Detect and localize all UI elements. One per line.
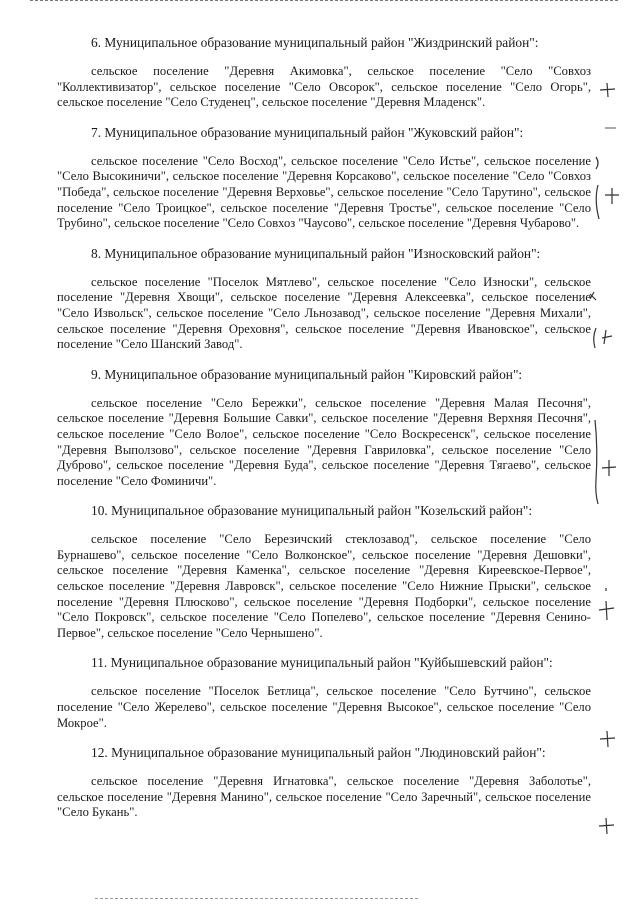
section-text: сельское поселение "Село Березичский стеклозавод", сельское поселение "Село Бурнашево", сельское поселение "Село Волконское", сельское поселение "Деревня Дешовки", сельское поселение "Деревня Каменка", сельское поселение "Деревня Киреевское-Первое", сельское поселение "Деревня Лавровск", сельское поселение "Село Нижние Прыски", сельское поселение "Деревня Плюсково", сельское поселение "Деревня Подборки", сельское поселение "Село Покровск", сельское поселение "Село Попелево", сельское поселение "Деревня Сенино-Первое", сельское поселение "Село Чернышено". [57,532,591,640]
document-body [57,34,591,834]
section-iznoskovsky [57,245,591,353]
bottom-scan-artifact [95,896,418,899]
section-heading: 10. Муниципальное образование муниципальный район "Козельский район": [91,503,533,519]
section-zhizdrinsky [57,34,591,111]
section-text: сельское поселение "Село Бережки", сельское поселение "Деревня Малая Песочня", сельское поселение "Деревня Большие Савки", сельское поселение "Деревня Верхняя Песочня", сельское поселение "Село Волое", сельское поселение "Село Воскресенск", сельское поселение "Деревня Выползово", сельское поселение "Деревня Гавриловка", сельское поселение "Село Дуброво", сельское поселение "Деревня Буда", сельское поселение "Деревня Тягаево", сельское поселение "Село Фоминичи". [57,395,591,488]
handwritten-margin-mark [590,155,622,227]
handwritten-margin-mark [598,80,618,100]
handwritten-margin-mark [590,418,618,508]
section-kirovsky [57,366,591,490]
section-kuybyshevsky [57,654,591,731]
section-heading: 11. Муниципальное образование муниципальный район "Куйбышевский район": [91,655,553,671]
section-heading: 7. Муниципальное образование муниципальный район "Жуковский район": [91,124,524,140]
section-text: сельское поселение "Поселок Мятлево", сельское поселение "Село Износки", сельское поселение "Деревня Хвощи", сельское поселение "Деревня Алексеевка", сельское поселение "Село Извольск", сельское поселение "Село Льнозавод", сельское поселение "Деревня Михали", сельское поселение "Деревня Ореховня", сельское поселение "Деревня Ивановское", сельское поселение "Село Шанский Завод". [57,274,591,352]
handwritten-margin-mark [597,815,617,837]
section-text: сельское поселение "Поселок Бетлица", сельское поселение "Село Бутчино", сельское поселение "Село Жерелево", сельское поселение "Деревня Высокое", сельское поселение "Село Мокрое". [57,684,591,730]
handwritten-margin-mark [598,728,618,750]
section-lyudinovsky [57,744,591,821]
section-text: сельское поселение "Деревня Игнатовка", сельское поселение "Деревня Заболотье", сельское поселение "Деревня Манино", сельское поселение "Село Заречный", сельское поселение "Село Букань". [57,774,591,820]
handwritten-margin-mark [586,290,616,354]
top-page-edge-rule [30,0,618,5]
section-heading: 8. Муниципальное образование муниципальный район "Износковский район": [91,245,541,261]
section-kozelsky [57,502,591,641]
handwritten-margin-mark [596,586,618,624]
handwritten-margin-mark [604,124,618,132]
section-zhukovsky [57,124,591,232]
section-text: сельское поселение "Село Восход", сельское поселение "Село Истье", сельское поселение "Село Высокиничи", сельское поселение "Деревня Корсаково", сельское поселение "Село "Совхоз "Победа", сельское поселение "Деревня Верховье", сельское поселение "Село Тарутино", сельское поселение "Село Троицкое", сельское поселение "Деревня Тростье", сельское поселение "Село Трубино", сельское поселение "Село Совхоз "Чаусово", сельское поселение "Деревня Чубарово". [57,153,591,231]
section-heading: 6. Муниципальное образование муниципальный район "Жиздринский район": [91,35,539,50]
section-heading: 9. Муниципальное образование муниципальный район "Кировский район": [91,366,523,382]
section-text: сельское поселение "Деревня Акимовка", сельское поселение "Село "Совхоз "Коллективизатор", сельское поселение "Село Овсорок", сельское поселение "Село Огорь", сельское поселение "Село Студенец", сельское поселение "Деревня Младенск". [57,64,591,110]
section-heading: 12. Муниципальное образование муниципальный район "Людиновский район": [91,745,546,761]
